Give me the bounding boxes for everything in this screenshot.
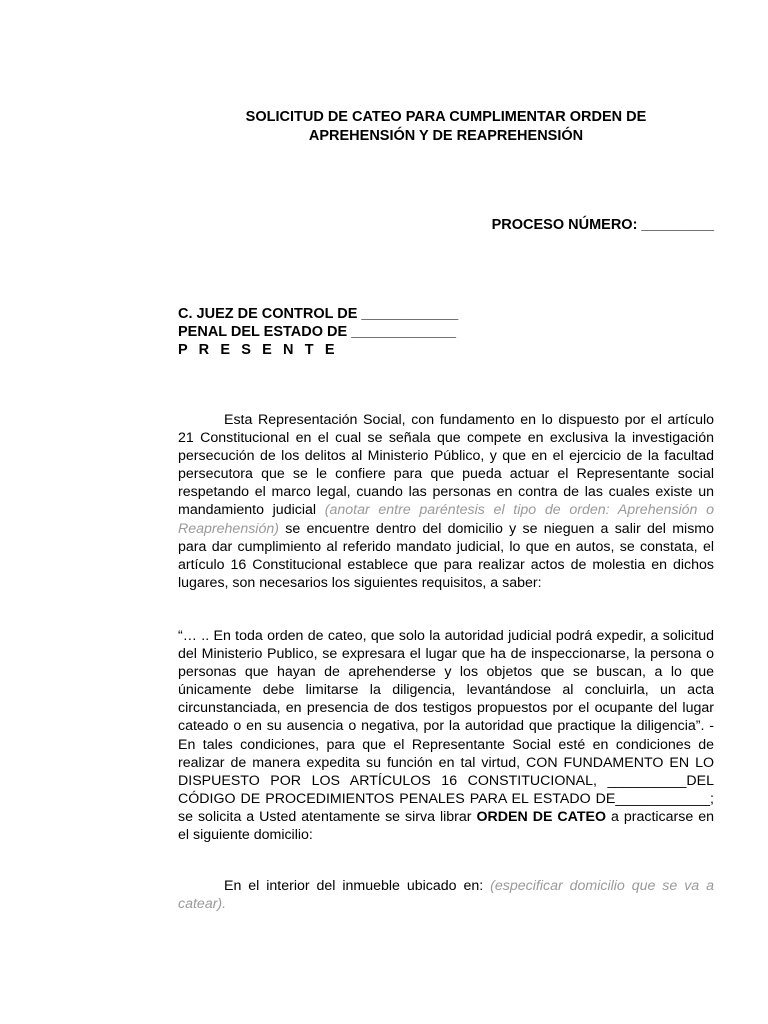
paragraph-cita-articulo — [178, 627, 714, 844]
process-number-line: PROCESO NÚMERO: _________ — [491, 217, 714, 233]
paragraph-fundamento — [178, 411, 714, 592]
addressee-presente: P R E S E N T E — [178, 342, 339, 358]
paragraph-fundamento-text-b: se encuentre dentro del domicilio y se nieguen a salir del mismo para dar cumplimiento al referido mandato judicial, lo que en autos, se constata, el artículo 16 Constitucional establece que para realizar actos de molestia en dichos lugares, son necesarios los siguientes requisitos, a saber: — [178, 520, 714, 591]
document-title — [178, 108, 714, 146]
addressee-block — [178, 305, 458, 359]
document-title-line-2: APREHENSIÓN Y DE REAPREHENSIÓN — [308, 128, 584, 144]
addressee-state-line: PENAL DEL ESTADO DE _____________ — [178, 324, 457, 340]
order-type-hint: (anotar entre paréntesis el tipo de orden: Aprehensión o Reaprehensión) — [178, 502, 714, 537]
paragraph-inmueble-text: En el interior del inmueble ubicado en: — [224, 878, 491, 894]
paragraph-cita-text-b: a practicarse en el siguiente domicilio: — [178, 808, 714, 844]
address-hint: (especificar domicilio que se va a catear). — [178, 878, 714, 913]
paragraph-inmueble — [178, 877, 714, 913]
paragraph-cita-text-a: “… .. En toda orden de cateo, que solo la autoridad judicial podrá expedir, a solicitud del Ministerio Publico, se expresara el lugar que ha de inspeccionarse, la persona o personas que hayan de aprehenderse y los objetos que se buscan, a lo que únicamente debe limitarse la diligencia, levantándose al concluirla, un acta circunstanciada, en presencia de dos testigos propuestos por el ocupante del lugar cateado o en su ausencia o negativa, por la autoridad que practique la diligencia”. -En tales condiciones, para que el Representante Social esté en condiciones de realizar de manera expedita su función en tal virtud, CON FUNDAMENTO EN LO DISPUESTO POR LOS ARTÍCULOS 16 CONSTITUCIONAL, __________DEL CÓDIGO DE PROCEDIMIENTOS PENALES PARA EL ESTADO DE____________; se solicita a Usted atentamente se sirva librar — [178, 628, 714, 825]
document-page — [178, 0, 714, 1024]
paragraph-fundamento-text-a: Esta Representación Social, con fundamento en lo dispuesto por el artículo 21 Constitucional en el cual se señala que compete en exclusiva la investigación persecución de los delitos al Ministerio Público, y que en el ejercicio de la facultad persecutora que se le confiere para que pueda actuar el Representante social respetando el marco legal, cuando las personas en contra de las cuales existe un mandamiento judicial — [178, 412, 714, 519]
orden-de-cateo-emphasis: ORDEN DE CATEO — [476, 808, 606, 825]
document-title-line-1: SOLICITUD DE CATEO PARA CUMPLIMENTAR ORDEN DE — [245, 109, 647, 125]
addressee-judge-line: C. JUEZ DE CONTROL DE ____________ — [178, 306, 459, 322]
